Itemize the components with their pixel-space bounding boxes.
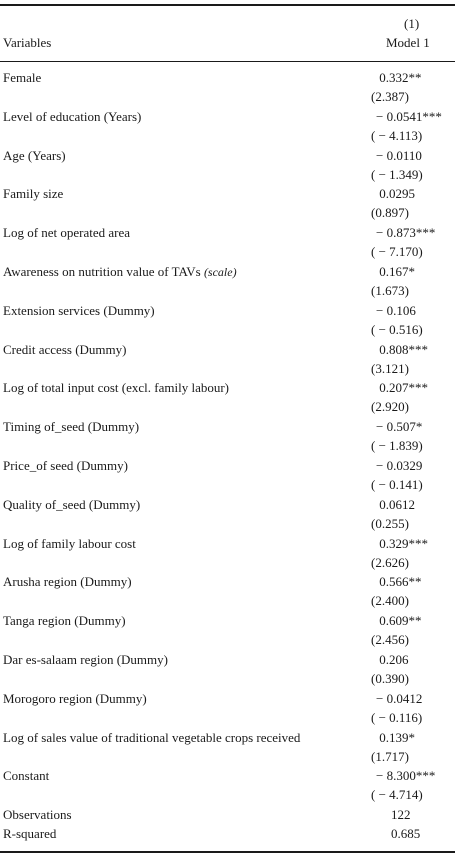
t-statistic-value: (0.255) (371, 515, 409, 531)
variable-name (3, 224, 130, 241)
statistic-value: 122 (391, 807, 411, 822)
t-statistic-value: (1.673) (371, 283, 409, 298)
table-row (0, 418, 457, 456)
coefficient-value: − 0.0110 (376, 147, 422, 163)
table-row (0, 263, 457, 301)
variable-label: Credit access (Dummy) (3, 341, 127, 357)
coefficient-value: 0.0295 (376, 186, 415, 202)
model-number-header: (1) (404, 16, 420, 31)
coefficient-value: 0.329*** (376, 535, 428, 551)
table-row (0, 379, 457, 417)
variable-label: Price_of seed (Dummy) (3, 458, 128, 473)
variable-label: Timing of_seed (Dummy) (3, 419, 140, 435)
t-statistic-value: ( − 1.349) (371, 166, 423, 182)
table-row (0, 535, 457, 573)
variable-name (3, 690, 147, 707)
t-statistic-value: (2.456) (371, 632, 409, 648)
coefficient-value: − 0.0541*** (376, 108, 442, 124)
statistic-row (0, 825, 457, 843)
variables-column-header: Variables (3, 35, 52, 50)
t-statistic-value: (2.400) (371, 593, 409, 609)
variable-name (3, 108, 141, 125)
table-row (0, 729, 457, 767)
variable-name (3, 729, 300, 746)
variable-name (3, 767, 49, 784)
statistic-value: 0.685 (391, 826, 421, 841)
coefficient-value: − 0.507* (376, 419, 423, 435)
variable-name (3, 535, 136, 552)
variable-name (3, 341, 126, 358)
coefficient-value: 0.808*** (376, 341, 428, 357)
model-name-header: Model 1 (386, 35, 430, 50)
variable-label: Log of sales value of traditional vegetable crops received (3, 729, 301, 745)
t-statistic-value: (0.897) (371, 205, 409, 221)
variable-label: Log of family labour cost (3, 535, 136, 551)
table-row (0, 612, 457, 650)
t-statistic-value: (2.387) (371, 89, 409, 104)
variable-label: Tanga region (Dummy) (3, 613, 126, 629)
variable-name (3, 379, 229, 396)
t-statistic-value: ( − 0.116) (371, 709, 423, 725)
coefficient-value: − 8.300*** (376, 768, 436, 784)
coefficient-value: 0.566** (376, 574, 422, 590)
table-row (0, 457, 457, 495)
variable-label: Female (3, 70, 42, 85)
coefficient-value: 0.206 (376, 652, 409, 667)
t-statistic-value: ( − 7.170) (371, 244, 423, 260)
statistic-label: Observations (3, 807, 72, 822)
table-row (0, 651, 457, 689)
variable-name (3, 263, 237, 281)
table-row (0, 341, 457, 379)
t-statistic-value: ( − 0.516) (371, 321, 423, 337)
variable-name (3, 302, 155, 319)
coefficient-value: − 0.0412 (376, 690, 423, 706)
variable-name (3, 185, 63, 202)
variable-name (3, 496, 140, 513)
coefficient-value: 0.332** (376, 70, 422, 85)
t-statistic-value: (2.920) (371, 399, 409, 415)
coefficient-value: − 0.873*** (376, 225, 436, 241)
variable-label: Arusha region (Dummy) (3, 574, 132, 590)
variable-name (3, 651, 168, 668)
statistic-label: R-squared (3, 826, 57, 841)
coefficient-value: 0.207*** (376, 380, 428, 396)
table-row (0, 108, 457, 146)
variable-name (3, 457, 128, 474)
variable-label: Extension services (Dummy) (3, 302, 155, 318)
variable-name (3, 69, 41, 86)
t-statistic-value: ( − 1.839) (371, 438, 423, 454)
t-statistic-value: (1.717) (371, 748, 409, 764)
header-rule (0, 61, 455, 62)
variable-label: Awareness on nutrition value of TAVs (3, 264, 201, 279)
coefficient-value: 0.167* (376, 264, 415, 279)
variable-label: Morogoro region (Dummy) (3, 690, 147, 706)
t-statistic-value: ( − 4.113) (371, 127, 423, 143)
variable-name (3, 147, 66, 164)
bottom-rule (0, 851, 455, 853)
variable-label: Constant (3, 768, 50, 784)
t-statistic-value: (0.390) (371, 671, 409, 686)
coefficient-value: − 0.0329 (376, 458, 423, 473)
variable-label: Age (Years) (3, 147, 66, 163)
table-row (0, 767, 457, 805)
table-row (0, 185, 457, 223)
variable-label: Family size (3, 186, 64, 202)
t-statistic-value: ( − 0.141) (371, 477, 423, 492)
coefficient-value: 0.139* (376, 729, 415, 745)
coefficient-value: 0.0612 (376, 496, 415, 512)
coefficient-value: 0.609** (376, 613, 422, 629)
variable-note: (scale) (203, 265, 237, 279)
t-statistic-value: (3.121) (371, 360, 409, 376)
variable-name (3, 612, 126, 629)
variable-name (3, 573, 132, 590)
table-row (0, 573, 457, 611)
table-row (0, 496, 457, 534)
coefficient-value: − 0.106 (376, 302, 416, 318)
table-row (0, 302, 457, 340)
variable-name (3, 418, 139, 435)
variable-label: Log of net operated area (3, 225, 131, 241)
table-row (0, 147, 457, 185)
t-statistic-value: (2.626) (371, 554, 409, 570)
table-row (0, 690, 457, 728)
variable-label: Quality of_seed (Dummy) (3, 496, 141, 512)
variable-label: Dar es-salaam region (Dummy) (3, 652, 168, 667)
t-statistic-value: ( − 4.714) (371, 787, 423, 803)
table-row (0, 69, 457, 107)
table-row (0, 224, 457, 262)
statistic-row (0, 806, 457, 824)
top-rule (0, 4, 455, 6)
variable-label: Log of total input cost (excl. family labour) (3, 380, 229, 396)
variable-label: Level of education (Years) (3, 108, 142, 124)
